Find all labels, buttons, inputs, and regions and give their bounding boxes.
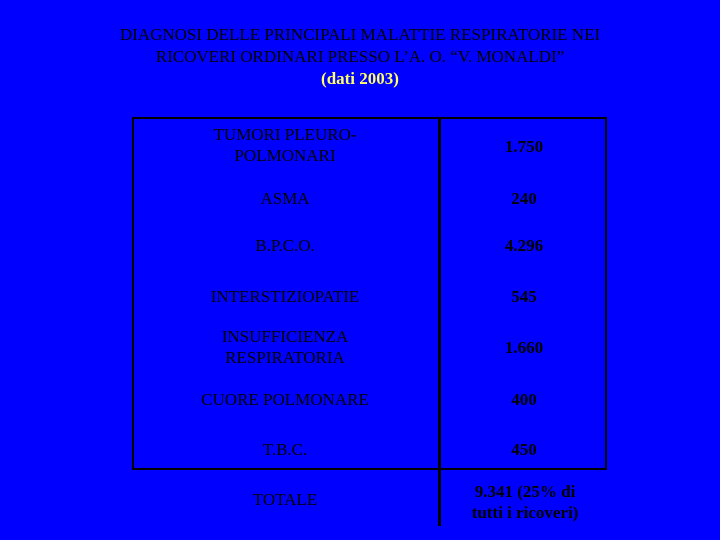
row-label-insufficienza [132, 326, 438, 368]
row-label-tumori [132, 124, 438, 166]
row-value-insufficienza: 1.660 [504, 338, 544, 357]
row-label-bpco: B.P.C.O. [255, 236, 315, 255]
row-value-cuore-polmonare: 400 [511, 390, 537, 409]
row-label-cuore-polmonare: CUORE POLMONARE [201, 390, 369, 409]
total-value-line: tutti i ricoveri) [471, 503, 579, 522]
row-value-asma: 240 [511, 189, 537, 208]
row-value-tumori: 1.750 [504, 137, 544, 156]
row-label-line: RESPIRATORIA [225, 348, 345, 367]
row-value-bpco: 4.296 [504, 236, 544, 255]
title-line-2: RICOVERI ORDINARI PRESSO L’A. O. “V. MONALDI” [155, 47, 565, 66]
row-label-line: INSUFFICIENZA [221, 327, 349, 346]
row-label-line: TUMORI PLEURO- [213, 125, 357, 144]
total-value [442, 481, 608, 523]
total-value-line: 9.341 (25% di [474, 482, 576, 501]
title-subtitle: (dati 2003) [321, 69, 399, 88]
slide-title [0, 24, 720, 90]
table-column-divider [438, 117, 441, 526]
row-value-tbc: 450 [511, 440, 537, 459]
row-label-interstiziopatie: INTERSTIZIOPATIE [210, 287, 360, 306]
total-label: TOTALE [252, 490, 318, 509]
row-label-tbc: T.B.C. [262, 440, 308, 459]
row-label-asma: ASMA [260, 189, 310, 208]
row-label-line: POLMONARI [234, 146, 336, 165]
row-value-interstiziopatie: 545 [511, 287, 537, 306]
title-line-1: DIAGNOSI DELLE PRINCIPALI MALATTIE RESPIRATORIE NEI [119, 25, 601, 44]
